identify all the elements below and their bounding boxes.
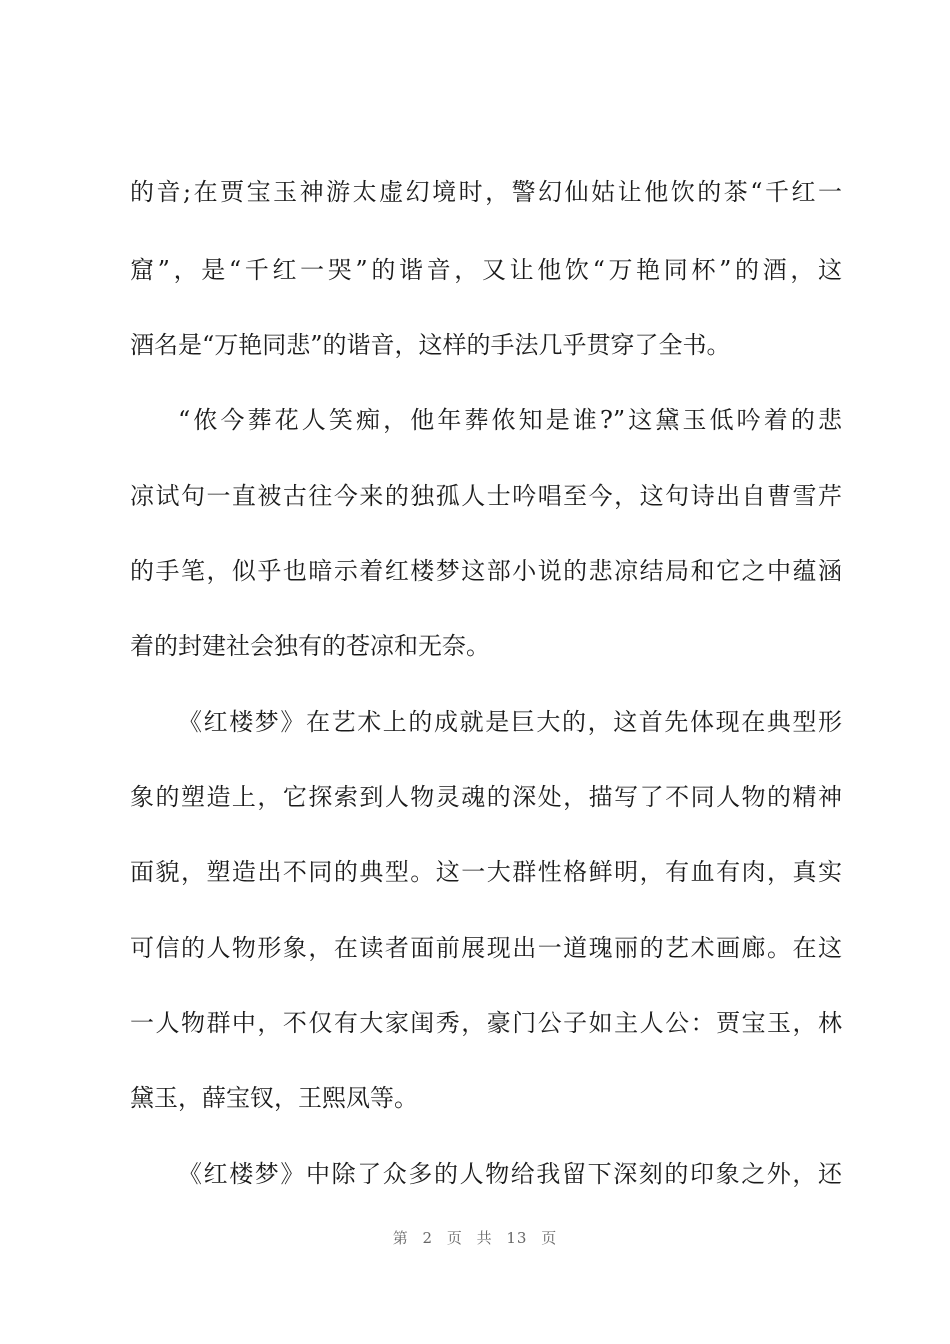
text-line: 黛玉，薛宝钗，王熙凤等。	[130, 1084, 418, 1112]
text-line: 面貌，塑造出不同的典型。这一大群性格鲜明，有血有肉，真实	[130, 858, 842, 886]
page-footer: 第 2 页 共 13 页	[392, 1229, 558, 1247]
paragraph-first-line: 《红楼梦》中除了众多的人物给我留下深刻的印象之外，还	[178, 1160, 842, 1188]
text-line: 酒名是“万艳同悲”的谐音，这样的手法几乎贯穿了全书。	[130, 331, 731, 359]
text-line: 一人物群中，不仅有大家闺秀，豪门公子如主人公：贾宝玉，林	[130, 1009, 842, 1037]
text-line: 的音;在贾宝玉神游太虚幻境时，警幻仙姑让他饮的茶“千红一	[130, 178, 842, 206]
text-line: 窟”，是“千红一哭”的谐音，又让他饮“万艳同杯”的酒，这	[130, 256, 842, 284]
text-line: 的手笔，似乎也暗示着红楼梦这部小说的悲凉结局和它之中蕴涵	[130, 557, 842, 585]
paragraph-first-line: 《红楼梦》在艺术上的成就是巨大的，这首先体现在典型形	[178, 708, 842, 736]
text-line: 着的封建社会独有的苍凉和无奈。	[130, 632, 490, 660]
paragraph-first-line: “侬今葬花人笑痴，他年葬侬知是谁?”这黛玉低吟着的悲	[178, 406, 842, 434]
text-line: 可信的人物形象，在读者面前展现出一道瑰丽的艺术画廊。在这	[130, 934, 842, 962]
text-line: 象的塑造上，它探索到人物灵魂的深处，描写了不同人物的精神	[130, 783, 842, 811]
text-line: 凉试句一直被古往今来的独孤人士吟唱至今，这句诗出自曹雪芹	[130, 482, 842, 510]
